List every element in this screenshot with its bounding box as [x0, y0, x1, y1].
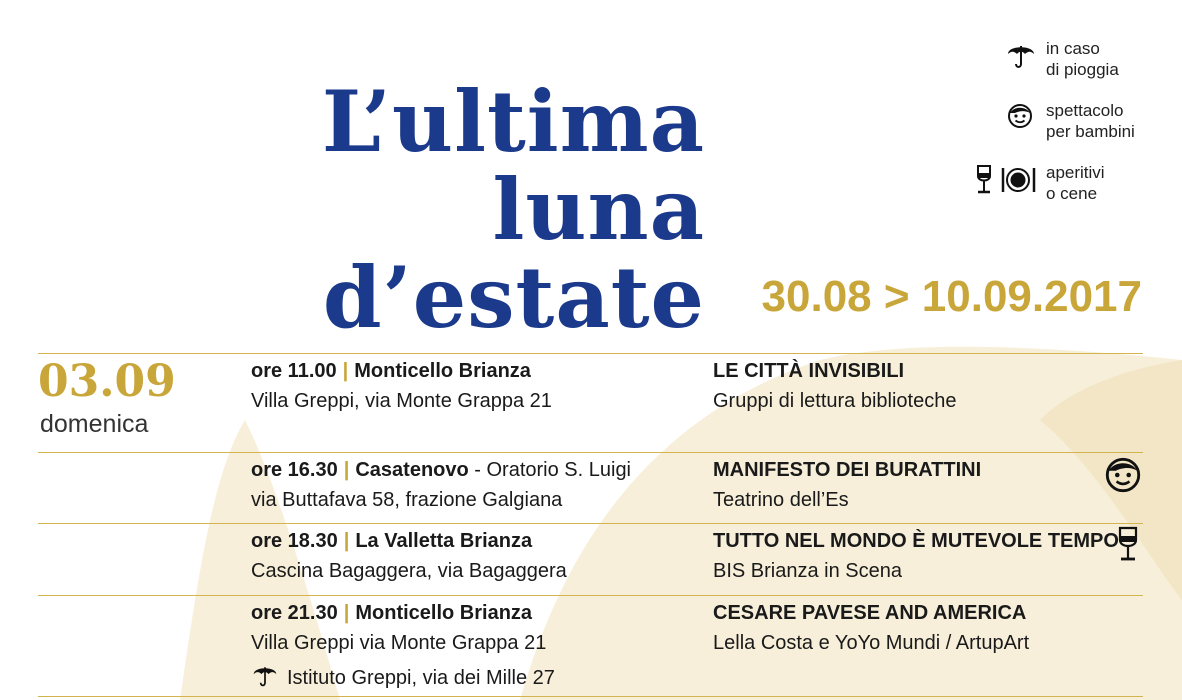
- separator-bar: |: [343, 459, 350, 481]
- event-subtitle: Gruppi di lettura biblioteche: [713, 390, 957, 412]
- event-place: Casatenovo: [355, 459, 469, 481]
- title-line-2: luna: [492, 160, 705, 259]
- event-time: ore 11.00: [251, 360, 337, 382]
- row-separator: [38, 696, 1143, 697]
- event-place: Monticello Brianza: [354, 360, 531, 382]
- rain-location: Istituto Greppi, via dei Mille 27: [287, 667, 555, 689]
- separator-bar: |: [343, 530, 350, 552]
- legend-text-food: aperitivi o cene: [1046, 163, 1105, 203]
- event-time-place: [251, 459, 631, 482]
- separator-bar: |: [343, 602, 350, 624]
- event-time-place: [251, 360, 531, 383]
- row-separator: [38, 595, 1143, 596]
- row-separator: [38, 353, 1143, 354]
- event-time: ore 18.30: [251, 530, 338, 552]
- child-face-icon: [1103, 455, 1143, 500]
- wine-glass-icon: [1117, 526, 1139, 567]
- umbrella-icon: [251, 662, 279, 694]
- legend-text-kids: spettacolo per bambini: [1046, 101, 1135, 141]
- event-time: ore 16.30: [251, 459, 338, 481]
- main-title: [200, 72, 705, 347]
- title-line-3: d’estate: [322, 248, 705, 347]
- event-extra-line: [251, 662, 555, 694]
- child-face-icon: [1006, 102, 1034, 135]
- event-title: MANIFESTO DEI BURATTINI: [713, 459, 982, 481]
- event-place-extra: - Oratorio S. Luigi: [468, 459, 632, 481]
- event-title: LE CITTÀ INVISIBILI: [713, 360, 905, 382]
- legend-item-rain: [1000, 38, 1182, 82]
- row-separator: [38, 452, 1143, 453]
- event-subtitle: BIS Brianza in Scena: [713, 560, 902, 582]
- wine-and-plate-icon: [972, 164, 1040, 201]
- day-name: domenica: [40, 410, 149, 438]
- date-range: 30.08 > 10.09.2017: [761, 272, 1142, 321]
- event-subtitle: Lella Costa e YoYo Mundi / ArtupArt: [713, 632, 1030, 654]
- event-subtitle: Teatrino dell’Es: [713, 489, 849, 511]
- legend-item-food: [1000, 162, 1182, 206]
- day-number: 03.09: [38, 356, 176, 407]
- event-time: ore 21.30: [251, 602, 338, 624]
- event-title: TUTTO NEL MONDO È MUTEVOLE TEMPO: [713, 530, 1119, 552]
- event-place: La Valletta Brianza: [355, 530, 533, 552]
- umbrella-icon: [1006, 40, 1036, 75]
- event-place: Monticello Brianza: [355, 602, 533, 624]
- legend-text-rain: in caso di pioggia: [1046, 39, 1119, 79]
- event-time-place: [251, 602, 532, 625]
- event-title: CESARE PAVESE AND AMERICA: [713, 602, 1027, 624]
- title-line-1: L’ultima: [321, 72, 705, 171]
- event-time-place: [251, 530, 532, 553]
- separator-bar: |: [342, 360, 349, 382]
- legend-item-kids: [1000, 100, 1182, 144]
- event-address: Villa Greppi via Monte Grappa 21: [251, 632, 547, 654]
- event-address: Villa Greppi, via Monte Grappa 21: [251, 390, 552, 412]
- row-separator: [38, 523, 1143, 524]
- event-address: Cascina Bagaggera, via Bagaggera: [251, 560, 567, 582]
- event-address: via Buttafava 58, frazione Galgiana: [251, 489, 563, 511]
